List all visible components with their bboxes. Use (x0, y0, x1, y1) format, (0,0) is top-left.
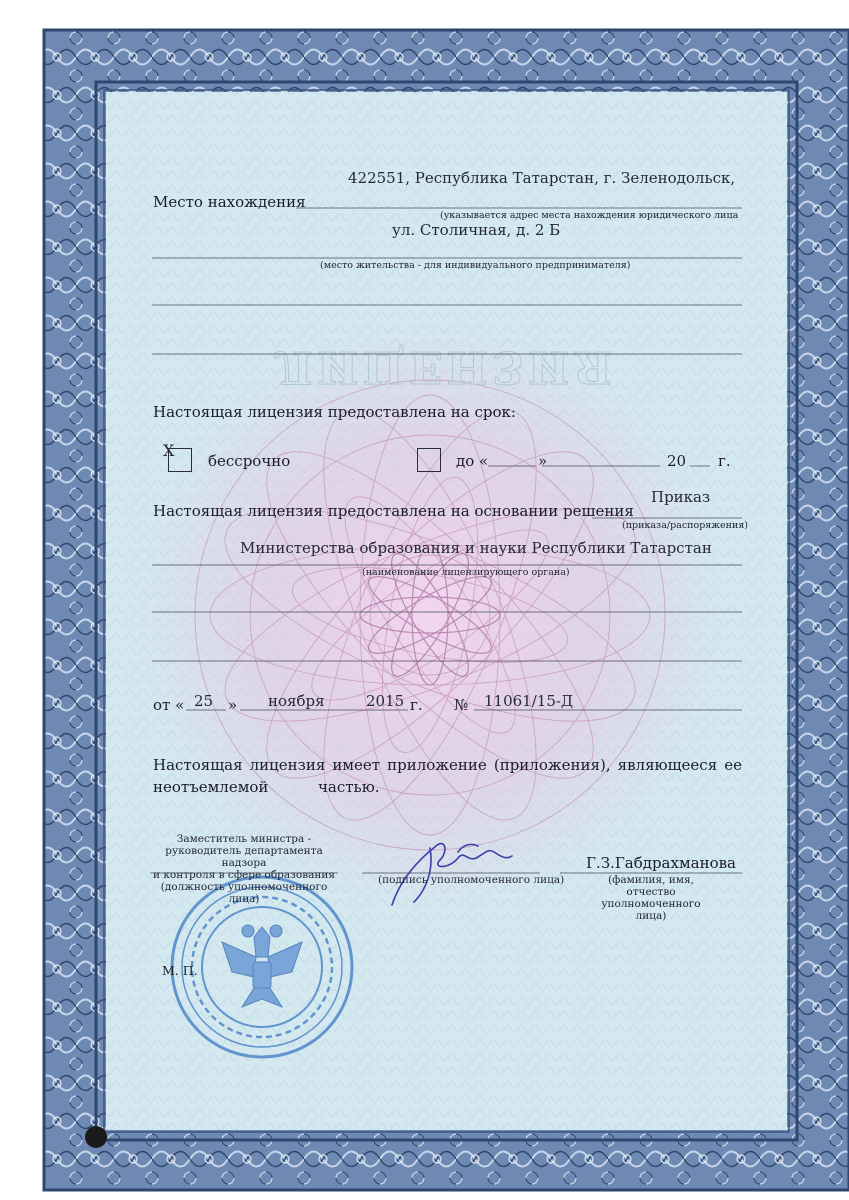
until-close-quote: » (538, 452, 548, 470)
decision-year-suffix: г. (410, 696, 423, 714)
attachment-statement-line1 (153, 756, 742, 774)
decision-day-close: » (228, 696, 238, 714)
signer-name: Г.З.Габдрахманова (586, 854, 736, 872)
basis-doc-type: Приказ (651, 488, 711, 506)
attachment-word: имеет (332, 756, 381, 774)
decision-day: 25 (194, 692, 214, 710)
location-address-line2: ул. Столичная, д. 2 Б (392, 221, 561, 239)
basis-doc-caption: (приказа/распоряжения) (622, 520, 749, 531)
location-caption-2: (место жительства - для индивидуального предпринимателя) (320, 260, 631, 271)
decision-number: 11061/15-Д (484, 692, 574, 710)
punch-hole (85, 1126, 107, 1148)
attachment-word: являющееся (617, 756, 718, 774)
signature-caption: (подпись уполномоченного лица) (378, 874, 565, 886)
basis-authority: Министерства образования и науки Республики Татарстан (240, 539, 712, 557)
attachment-word: приложение (387, 756, 487, 774)
signer-position-line: руководитель департамента надзора (165, 845, 323, 869)
decision-from-label: от « (153, 696, 185, 714)
signer-position-line: Заместитель министра - (176, 833, 312, 845)
until-year-suffix: г. (718, 452, 731, 470)
until-label: до « (456, 452, 489, 470)
signer-position-caption: (должность уполномоченного лица) (160, 881, 328, 905)
signer-name-caption-line: (фамилия, имя, отчество (608, 874, 694, 898)
signer-position-line: и контроля в сфере образования (152, 869, 335, 881)
location-label: Место нахождения (153, 193, 306, 211)
attachment-word: ее (724, 756, 742, 774)
until-year-prefix: 20 (667, 452, 687, 470)
attachment-word: Настоящая (153, 756, 243, 774)
term-heading: Настоящая лицензия предоставлена на срок: (153, 403, 516, 421)
attachment-word: лицензия (249, 756, 326, 774)
stamp-place-label: М. П. (162, 963, 198, 978)
attachment-word: частью. (317, 778, 380, 796)
svg-text:ЛИЦЕНЗИЯ: ЛИЦЕНЗИЯ (273, 341, 617, 392)
decision-number-sign: № (454, 696, 469, 714)
decision-year: 2015 (366, 692, 405, 710)
indefinite-check-mark: X (163, 441, 175, 460)
signer-position (150, 833, 338, 905)
until-date-checkbox (417, 448, 441, 472)
decision-month: ноября (268, 692, 325, 710)
basis-authority-caption: (наименование лицензирующего органа) (362, 567, 570, 578)
attachment-word: неотъемлемой (153, 778, 269, 796)
signer-name-caption (586, 874, 716, 922)
attachment-statement-line2 (153, 778, 380, 796)
attachment-word: (приложения), (493, 756, 611, 774)
location-address-line1: 422551, Республика Татарстан, г. Зеленодольск, (348, 169, 736, 187)
signer-name-caption-line: уполномоченного лица) (601, 898, 701, 922)
indefinite-label: бессрочно (208, 452, 291, 470)
basis-heading: Настоящая лицензия предоставлена на основании решения (153, 502, 634, 520)
location-caption-1: (указывается адрес места нахождения юридического лица (440, 210, 739, 221)
